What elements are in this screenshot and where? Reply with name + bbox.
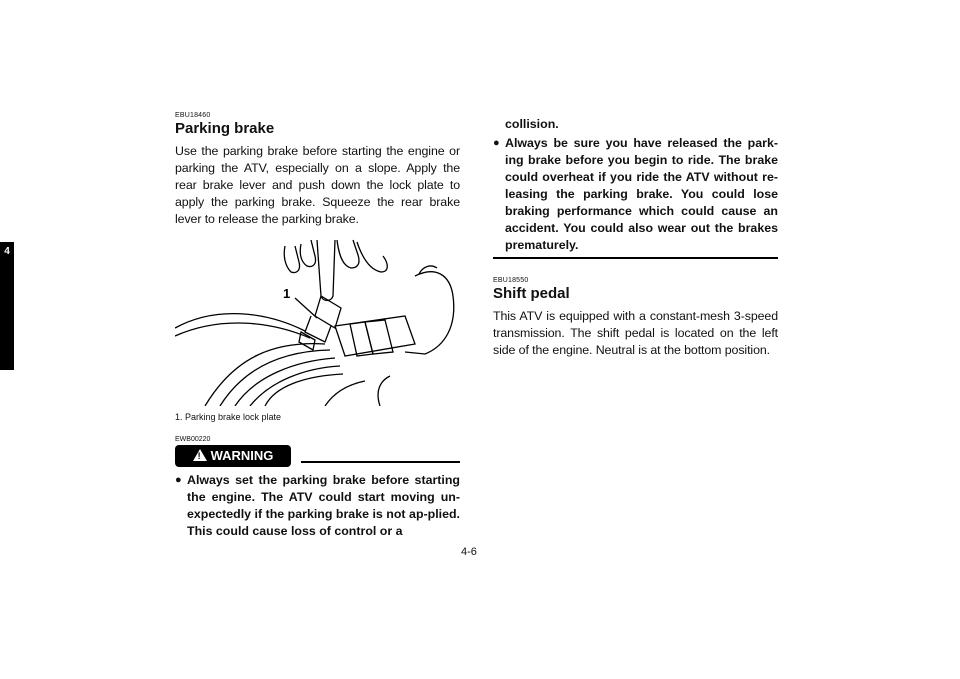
bullet-icon: ● bbox=[175, 474, 182, 486]
warning-code: EWB00220 bbox=[175, 436, 211, 443]
warning-bullet-2-text: Always be sure you have released the park-ing brake before you begin to ride. The brake could overheat if you ride the ATV without re-leasing the parking brake. You could lose braking performance which could cause an accident. You could also wear out the brakes prematurely. bbox=[505, 136, 778, 252]
warning-bullet-1 bbox=[175, 472, 460, 540]
shift-pedal-section bbox=[493, 277, 778, 359]
warning-rule bbox=[301, 461, 460, 463]
warning-bullet-1-text: Always set the parking brake before starting the engine. The ATV could start moving un-expectedly if the parking brake is not ap-plied. This could cause loss of control or a bbox=[187, 473, 460, 538]
right-column bbox=[493, 118, 778, 359]
section-body: This ATV is equipped with a constant-mesh 3-speed transmission. The shift pedal is located on the left side of the engine. Neutral is at the bottom position. bbox=[493, 308, 778, 357]
section-title: Shift pedal bbox=[493, 284, 570, 302]
warning-header bbox=[175, 445, 460, 467]
warning-end-rule bbox=[493, 257, 778, 259]
section-code: EBU18460 bbox=[175, 112, 211, 119]
figure-caption: 1. Parking brake lock plate bbox=[175, 412, 282, 422]
page-number: 4-6 bbox=[461, 546, 477, 558]
warning-bullet-2 bbox=[493, 135, 778, 254]
brake-lever-drawing bbox=[175, 236, 460, 406]
figure-callout-number: 1 bbox=[283, 286, 291, 301]
chapter-tab-number: 4 bbox=[4, 246, 10, 257]
section-body: Use the parking brake before starting the engine or parking the ATV, especially on a slope. Apply the rear brake lever and push down the lock plate to apply the parking brake. Squeeze the rear brake lever to release the parking brake. bbox=[175, 144, 460, 226]
section-code: EBU18550 bbox=[493, 276, 529, 284]
warning-bullet-1-continuation: collision. bbox=[505, 117, 559, 131]
warning-block bbox=[175, 436, 460, 540]
warning-triangle-icon: ! bbox=[193, 449, 207, 461]
parking-brake-illustration bbox=[175, 236, 460, 406]
chapter-tab bbox=[0, 242, 14, 370]
bullet-icon: ● bbox=[493, 137, 500, 149]
section-title: Parking brake bbox=[175, 120, 275, 137]
warning-badge bbox=[175, 445, 291, 467]
warning-label: WARNING bbox=[210, 448, 274, 463]
left-column bbox=[175, 112, 460, 540]
